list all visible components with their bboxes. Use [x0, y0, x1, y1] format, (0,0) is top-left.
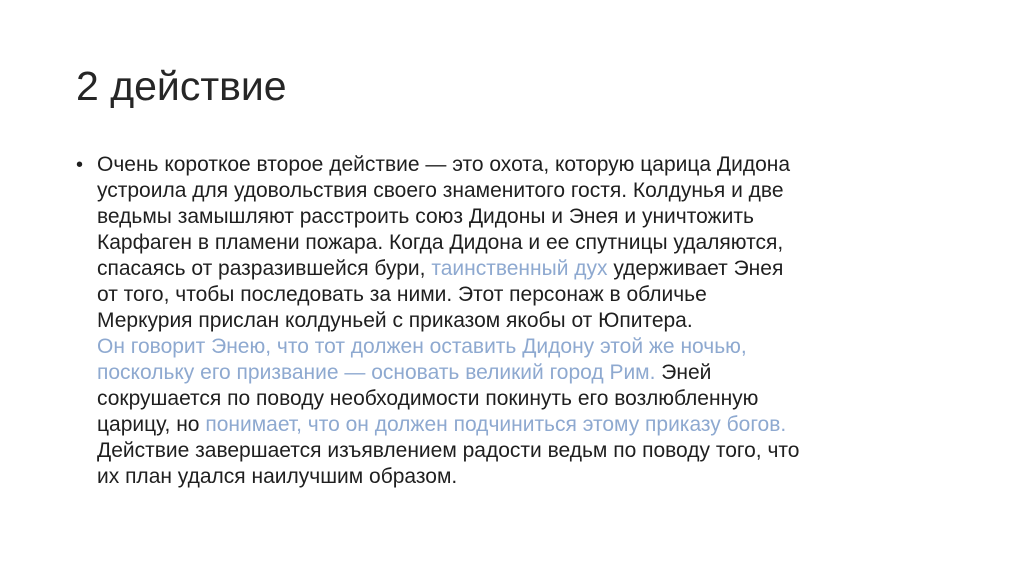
paragraph-line: [97, 438, 966, 464]
paragraph-text: Меркурия прислан колдуньей с приказом якобы от Юпитера.: [97, 309, 693, 332]
paragraph-text: Очень короткое второе действие — это охота, которую царица Дидона: [97, 153, 791, 176]
paragraph-line: [97, 308, 966, 334]
slide-title: 2 действие: [76, 63, 287, 109]
paragraph-line: [97, 464, 966, 490]
paragraph-line: [97, 334, 966, 360]
highlighted-text: поскольку его призвание — основать великий город Рим.: [97, 361, 656, 384]
paragraph-line: [97, 204, 966, 230]
bullet-item: [76, 152, 966, 490]
paragraph-text: сокрушается по поводу необходимости покинуть его возлюбленную: [97, 387, 759, 410]
paragraph-text: царицу, но: [97, 413, 206, 436]
bullet-paragraph: [97, 152, 966, 490]
paragraph-text: Эней: [655, 361, 712, 384]
bullet-marker: •: [76, 154, 84, 176]
paragraph-text: от того, чтобы последовать за ними. Этот персонаж в обличье: [97, 283, 707, 306]
paragraph-text: Действие завершается изъявлением радости ведьм по поводу того, что: [97, 439, 800, 462]
paragraph-text: устроила для удовольствия своего знаменитого гостя. Колдунья и две: [97, 179, 784, 202]
slide-body: [76, 152, 966, 490]
paragraph-text: ведьмы замышляют расстроить союз Дидоны и Энея и уничтожить: [97, 205, 754, 228]
paragraph-text: их план удался наилучшим образом.: [97, 465, 458, 488]
paragraph-text: Карфаген в пламени пожара. Когда Дидона и ее спутницы удаляются,: [97, 231, 784, 254]
paragraph-line: [97, 386, 966, 412]
highlighted-text: понимает, что он должен подчиниться этому приказу богов.: [205, 413, 787, 436]
paragraph-line: [97, 282, 966, 308]
paragraph-line: [97, 152, 966, 178]
paragraph-text: удерживает Энея: [607, 257, 784, 280]
highlighted-text: Он говорит Энею, что тот должен оставить Дидону этой же ночью,: [97, 335, 747, 358]
highlighted-text: таинственный дух: [431, 257, 608, 280]
paragraph-line: [97, 360, 966, 386]
paragraph-line: [97, 230, 966, 256]
paragraph-line: [97, 178, 966, 204]
paragraph-line: [97, 256, 966, 282]
paragraph-line: [97, 412, 966, 438]
paragraph-text: спасаясь от разразившейся бури,: [97, 257, 432, 280]
